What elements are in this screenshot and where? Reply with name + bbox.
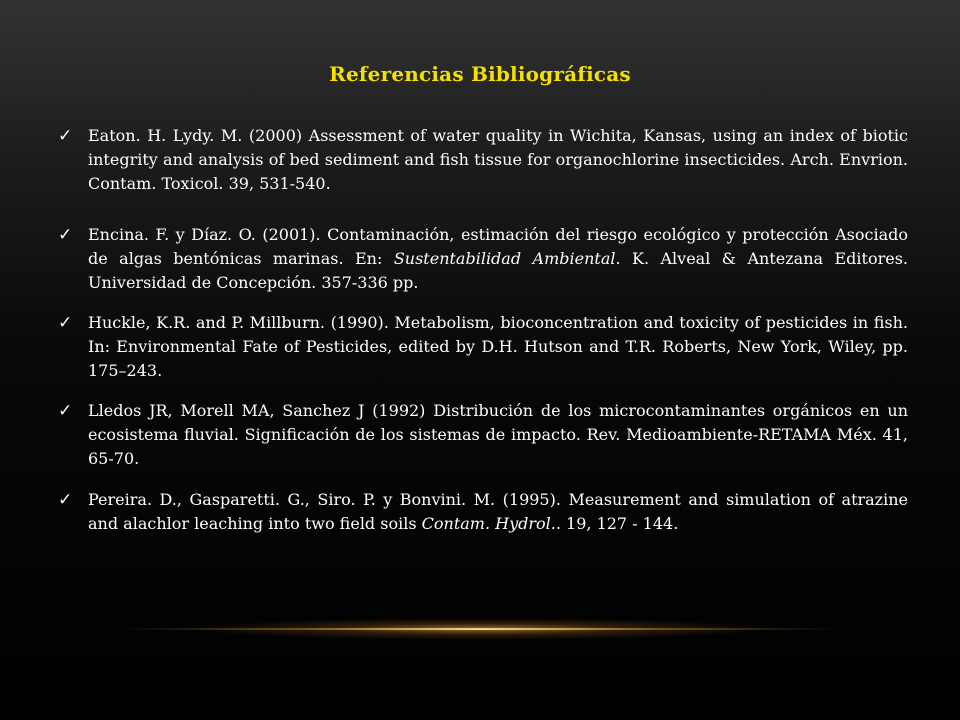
slide-title: Referencias Bibliográficas [329,62,631,86]
reference-text-tail: . K. Alveal & Antezana Editores. Universidad de Concepción. 357-336 pp. [88,249,909,292]
decorative-glow [190,618,770,640]
checkmark-icon: ✓ [58,126,73,146]
checkmark-icon: ✓ [58,225,73,245]
reference-item-pereira [58,488,908,536]
reference-text: Huckle, K.R. and P. Millburn. (1990). Metabolism, bioconcentration and toxicity of pesticides in fish. In: Environmental Fate of Pesticides, edited by D.H. Hutson and T.R. Roberts, New York, Wiley, pp. 175–243. [88,313,908,380]
checkmark-icon: ✓ [58,313,73,333]
reference-text [88,225,908,292]
reference-item-encina [58,223,908,295]
reference-item-lledos [58,399,908,471]
reference-text-tail: . 19, 127 - 144. [555,514,679,533]
reference-text-main: Encina. F. y Díaz. O. (2001). Contaminación, estimación del riesgo ecológico y protección Asociado de algas bentónicas marinas. En: [88,225,908,268]
reference-list [58,124,908,536]
checkmark-icon: ✓ [58,401,73,421]
reference-text: Lledos JR, Morell MA, Sanchez J (1992) Distribución de los microcontaminantes orgánicos en un ecosistema fluvial. Significación de los sistemas de impacto. Rev. Medioambiente-RETAMA Méx. 41, 65-70. [88,401,908,468]
reference-text: Eaton. H. Lydy. M. (2000) Assessment of water quality in Wichita, Kansas, using an index of biotic integrity and analysis of bed sediment and fish tissue for organochlorine insecticides. Arch. Envrion. Contam. Toxicol. 39, 531-540. [88,126,908,193]
reference-item-huckle [58,311,908,383]
decorative-glow-line [120,628,840,630]
reference-source-italic: Contam. Hydrol. [421,514,556,533]
reference-source-italic: Sustentabilidad Ambiental [393,249,616,268]
reference-item-eaton [58,124,908,196]
reference-text [88,490,908,533]
reference-text-main: Pereira. D., Gasparetti. G., Siro. P. y Bonvini. M. (1995). Measurement and simulation of atrazine and alachlor leaching into two field soils [88,490,908,533]
checkmark-icon: ✓ [58,490,73,510]
